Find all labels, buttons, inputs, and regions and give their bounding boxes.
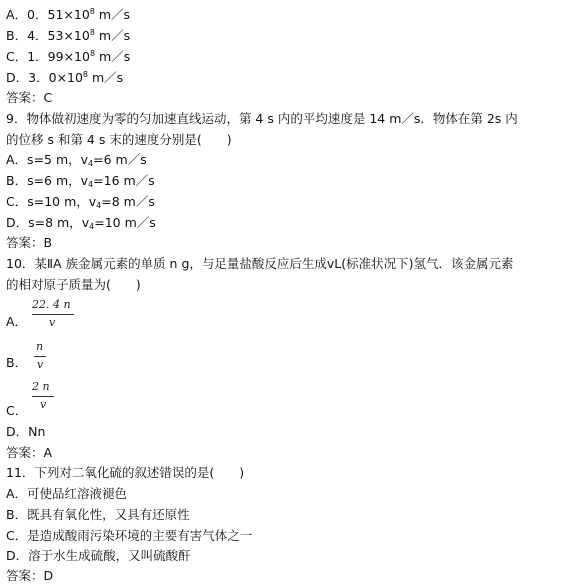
- q11-option-b: B．既具有氧化性，又具有还原性: [6, 507, 190, 522]
- q8-option-c: C．1．$99\times 10^8$ m／s: [6, 49, 131, 64]
- q10-option-c-fraction: [32, 380, 60, 416]
- fraction-numerator: 22. 4 n: [32, 298, 71, 311]
- q9-stem-line1: 9．物体做初速度为零的匀加速直线运动，第 4 s 内的平均速度是 14 m／s．物体在第 2s 内: [6, 111, 518, 126]
- q11-stem: 11．下列对二氧化硫的叙述错误的是( ): [6, 465, 245, 480]
- q10-stem-line2: 的相对原子质量为( ): [6, 277, 141, 292]
- fraction-denominator: v: [49, 316, 56, 329]
- q10-option-b-fraction: [34, 340, 50, 376]
- fraction-bar: [34, 356, 46, 357]
- q10-option-a-fraction: [32, 298, 76, 334]
- q9-option-b: B．s=6 m，v4=16 m／s: [6, 173, 155, 189]
- q8-option-d: D．3．$0\times 10^8$ m／s: [6, 70, 124, 85]
- fraction-denominator: v: [37, 358, 44, 371]
- fraction-numerator: n: [36, 340, 44, 353]
- q9-option-c: C．s=10 m，v4=8 m／s: [6, 194, 155, 210]
- q10-stem-line1: 10．某ⅡA 族金属元素的单质 n g，与足量盐酸反应后生成vL(标准状况下)氢气．该金属元素: [6, 256, 514, 271]
- q11-option-c: C．是造成酸雨污染环境的主要有害气体之一: [6, 528, 253, 543]
- q9-option-d: D．s=8 m，v4=10 m／s: [6, 215, 156, 231]
- q9-option-a: A．s=5 m，v4=6 m／s: [6, 152, 147, 168]
- q10-option-c-label: C．: [6, 403, 28, 418]
- q10-answer: 答案：A: [6, 445, 53, 460]
- q10-option-b-label: B．: [6, 355, 28, 370]
- q9-stem-line2: 的位移 s 和第 4 s 末的速度分别是( ): [6, 132, 232, 147]
- q8-option-a: A．0．$51\times 10^8$ m／s: [6, 7, 131, 22]
- q9-answer: 答案：B: [6, 235, 53, 250]
- q8-answer: 答案：C: [6, 90, 53, 105]
- fraction-denominator: v: [40, 398, 47, 411]
- q10-option-a-label: A．: [6, 314, 28, 329]
- fraction-numerator: 2 n: [32, 380, 50, 393]
- q10-option-d: D．Nn: [6, 424, 46, 439]
- q11-answer: 答案：D: [6, 568, 54, 583]
- q11-option-d: D．溶于水生成硫酸，又叫硫酸酐: [6, 548, 191, 563]
- fraction-bar: [32, 396, 54, 397]
- q11-option-a: A．可使品红溶液褪色: [6, 486, 128, 501]
- q8-option-b: B．4．$53\times 10^8$ m／s: [6, 28, 131, 43]
- fraction-bar: [32, 314, 74, 315]
